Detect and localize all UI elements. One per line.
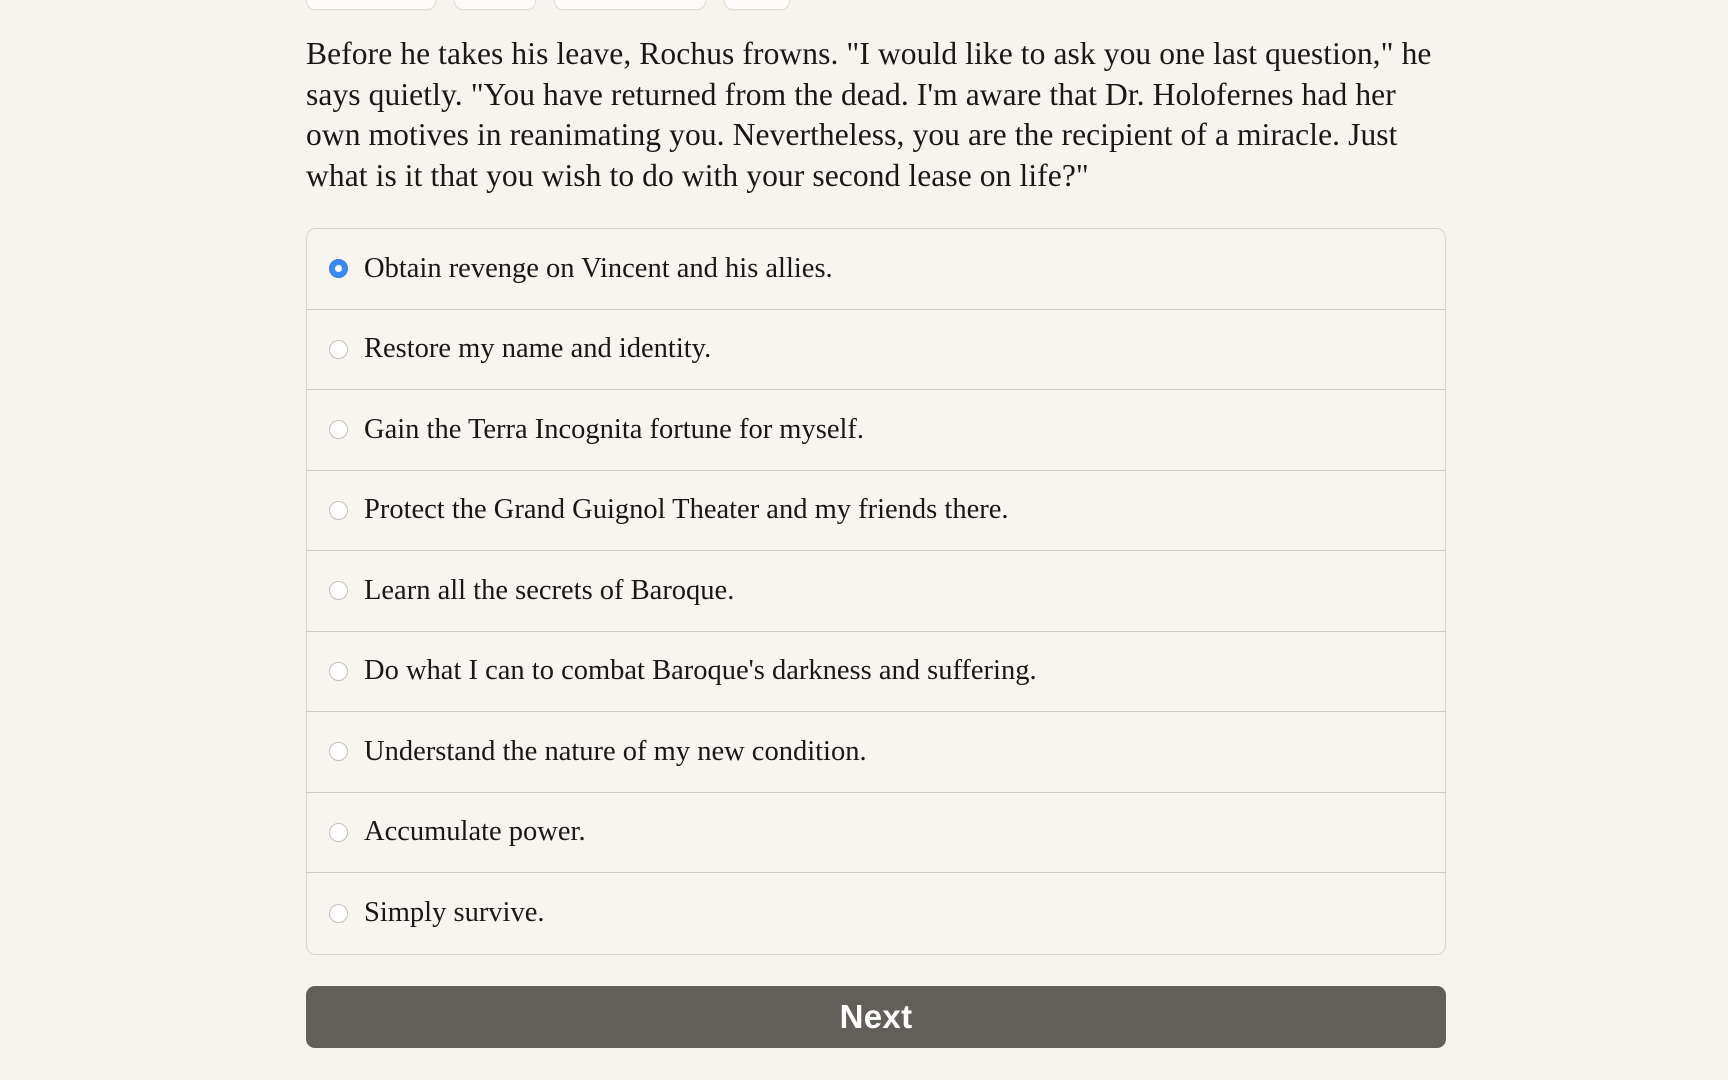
choice-option-label: Accumulate power. bbox=[364, 816, 586, 848]
radio-icon[interactable] bbox=[329, 823, 348, 842]
choice-option-8[interactable] bbox=[307, 793, 1445, 874]
choice-option-label: Obtain revenge on Vincent and his allies. bbox=[364, 252, 833, 284]
choice-option-label: Simply survive. bbox=[364, 897, 545, 929]
choice-list bbox=[306, 228, 1446, 955]
choice-option-3[interactable] bbox=[307, 390, 1445, 471]
choice-option-9[interactable] bbox=[307, 873, 1445, 954]
story-content bbox=[306, 0, 1446, 196]
radio-icon[interactable] bbox=[329, 662, 348, 681]
radio-icon[interactable] bbox=[329, 420, 348, 439]
next-button[interactable]: Next bbox=[306, 986, 1446, 1048]
choice-option-5[interactable] bbox=[307, 551, 1445, 632]
choice-option-label: Restore my name and identity. bbox=[364, 333, 712, 365]
radio-icon[interactable] bbox=[329, 340, 348, 359]
choice-option-7[interactable] bbox=[307, 712, 1445, 793]
radio-icon[interactable] bbox=[329, 742, 348, 761]
radio-icon[interactable] bbox=[329, 904, 348, 923]
choice-option-label: Protect the Grand Guignol Theater and my friends there. bbox=[364, 494, 1009, 526]
choice-option-6[interactable] bbox=[307, 632, 1445, 713]
radio-icon[interactable] bbox=[329, 501, 348, 520]
choice-option-label: Do what I can to combat Baroque's darkness and suffering. bbox=[364, 655, 1037, 687]
choice-option-4[interactable] bbox=[307, 471, 1445, 552]
choice-option-label: Learn all the secrets of Baroque. bbox=[364, 574, 735, 606]
radio-icon[interactable] bbox=[329, 581, 348, 600]
choice-option-label: Gain the Terra Incognita fortune for myself. bbox=[364, 413, 865, 445]
choice-option-2[interactable] bbox=[307, 310, 1445, 391]
choice-option-label: Understand the nature of my new condition. bbox=[364, 735, 867, 767]
radio-icon-selected[interactable] bbox=[329, 259, 348, 278]
choice-option-1[interactable] bbox=[307, 229, 1445, 310]
story-paragraph: Before he takes his leave, Rochus frowns. "I would like to ask you one last question," he says quietly. "You have returned from the dead. I'm aware that Dr. Holofernes had her own motives in reanimating you. Nevertheless, you are the recipient of a miracle. Just what is it that you wish to do with your second lease on life?" bbox=[306, 36, 1432, 193]
